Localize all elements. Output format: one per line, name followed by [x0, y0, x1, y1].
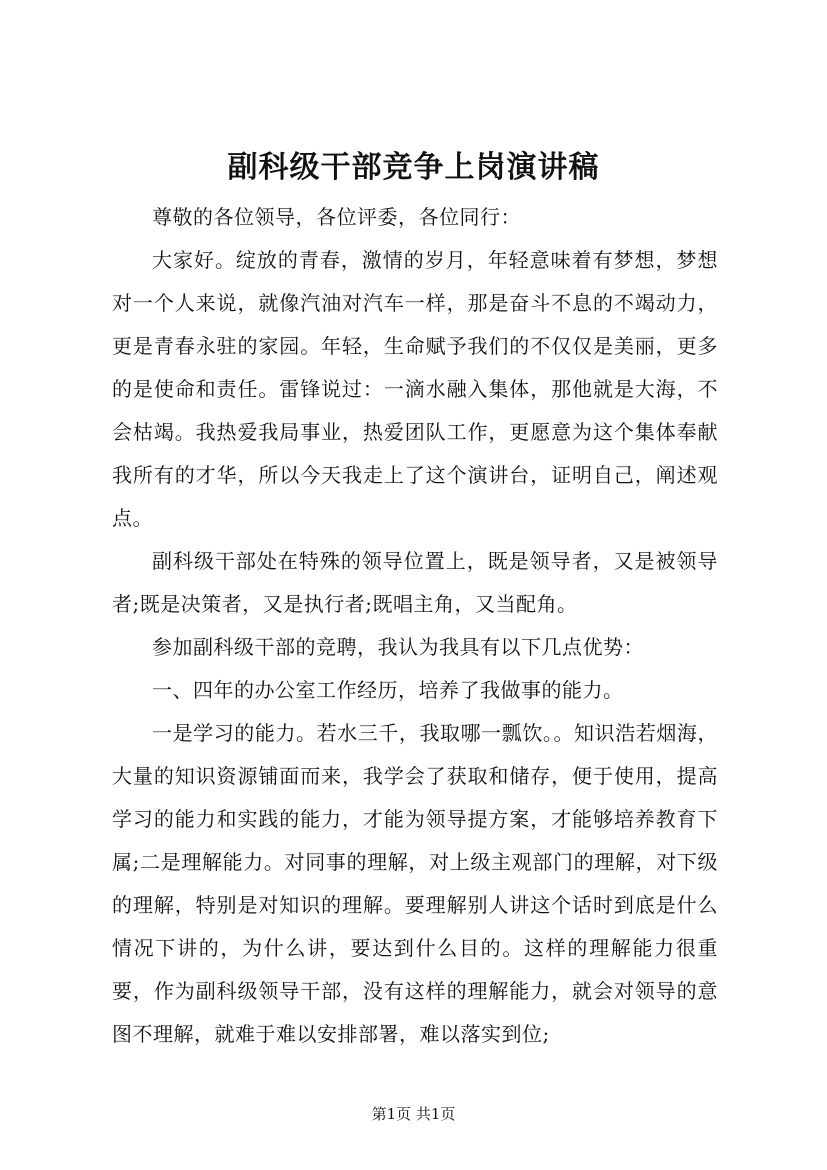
paragraph: 一、四年的办公室工作经历，培养了我做事的能力。 [152, 678, 624, 702]
document-title: 副科级干部竞争上岗演讲稿 [227, 150, 600, 185]
document-body [112, 196, 718, 1056]
paragraph: 尊敬的各位领导，各位评委，各位同行： [152, 205, 521, 229]
page-footer: 第1页 共1页 [371, 1105, 456, 1123]
paragraph: 副科级干部处在特殊的领导位置上，既是领导者，又是被领导者;既是决策者，又是执行者;既唱主角，又当配角。 [112, 549, 718, 616]
paragraph: 大家好。绽放的青春，激情的岁月，年轻意味着有梦想，梦想对一个人来说，就像汽油对汽车一样，那是奋斗不息的不竭动力，更是青春永驻的家园。年轻，生命赋予我们的不仅仅是美丽，更多的是使命和责任。雷锋说过：一滴水融入集体，那他就是大海，不会枯竭。我热爱我局事业，热爱团队工作，更愿意为这个集体奉献我所有的才华，所以今天我走上了这个演讲台，证明自己，阐述观点。 [112, 248, 718, 530]
paragraph: 一是学习的能力。若水三千，我取哪一瓢饮。。知识浩若烟海，大量的知识资源铺面而来，我学会了获取和储存，便于使用，提高学习的能力和实践的能力，才能为领导提方案，才能够培养教育下属;二是理解能力。对同事的理解，对上级主观部门的理解，对下级的理解，特别是对知识的理解。要理解别人讲这个话时到底是什么情况下讲的，为什么讲，要达到什么目的。这样的理解能力很重要，作为副科级领导干部，没有这样的理解能力，就会对领导的意图不理解，就难于难以安排部署，难以落实到位; [112, 721, 718, 1046]
paragraph: 参加副科级干部的竞聘，我认为我具有以下几点优势： [152, 635, 644, 659]
